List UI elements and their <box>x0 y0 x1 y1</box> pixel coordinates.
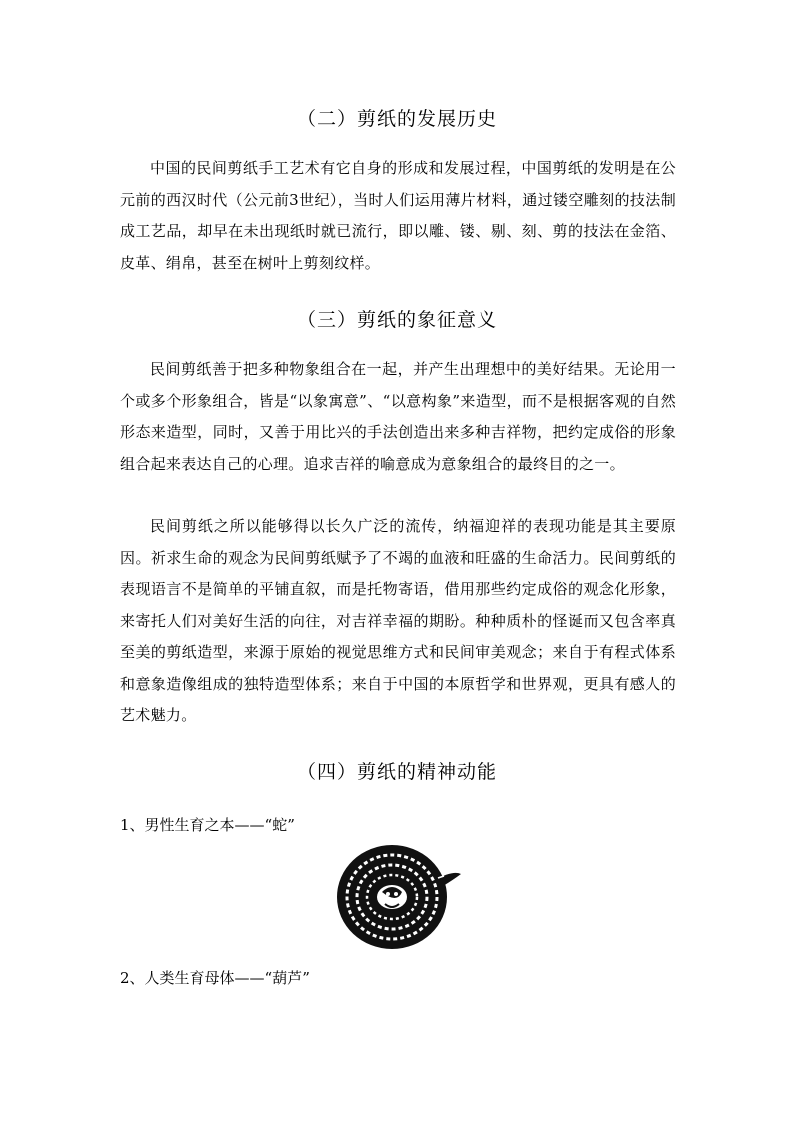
paragraph-history: 中国的民间剪纸手工艺术有它自身的形成和发展过程，中国剪纸的发明是在公元前的西汉时代（公元前3世纪），当时人们运用薄片材料，通过镂空雕刻的技法制成工艺品，却早在未出现纸时就已流行，即以雕、镂、剔、刻、剪的技法在金箔、皮革、绢帛，甚至在树叶上剪刻纹样。 <box>120 159 676 272</box>
list-item-snake: 1、男性生育之本——“蛇” <box>120 816 295 834</box>
section-heading-history: （二）剪纸的发展历史 <box>296 108 497 130</box>
section-heading-symbolism: （三）剪纸的象征意义 <box>296 309 497 331</box>
paragraph-symbolism-2: 民间剪纸之所以能够得以长久广泛的流传，纳福迎祥的表现功能是其主要原因。祈求生命的观念为民间剪纸赋予了不竭的血液和旺盛的生命活力。民间剪纸的表现语言不是简单的平铺直叙，而是托物寄语，借用那些约定成俗的观念化形象，来寄托人们对美好生活的向往，对吉祥幸福的期盼。种种质朴的怪诞而又包含率真至美的剪纸造型，来源于原始的视觉思维方式和民间审美观念；来自于有程式体系和意象造像组成的独特造型体系；来自于中国的本原哲学和世界观，更具有感人的艺术魅力。 <box>120 517 676 724</box>
paragraph-symbolism-1: 民间剪纸善于把多种物象组合在一起，并产生出理想中的美好结果。无论用一个或多个形象组合，皆是“以象寓意”、“以意构象”来造型，而不是根据客观的自然形态来造型，同时，又善于用比兴的手法创造出来多种吉祥物，把约定成俗的形象组合起来表达自己的心理。追求吉祥的喻意成为意象组合的最终目的之一。 <box>120 360 676 473</box>
snake-papercut-icon <box>330 842 465 952</box>
list-item-gourd: 2、人类生育母体——“葫芦” <box>120 969 310 987</box>
section-heading-spirit: （四）剪纸的精神动能 <box>296 761 497 783</box>
